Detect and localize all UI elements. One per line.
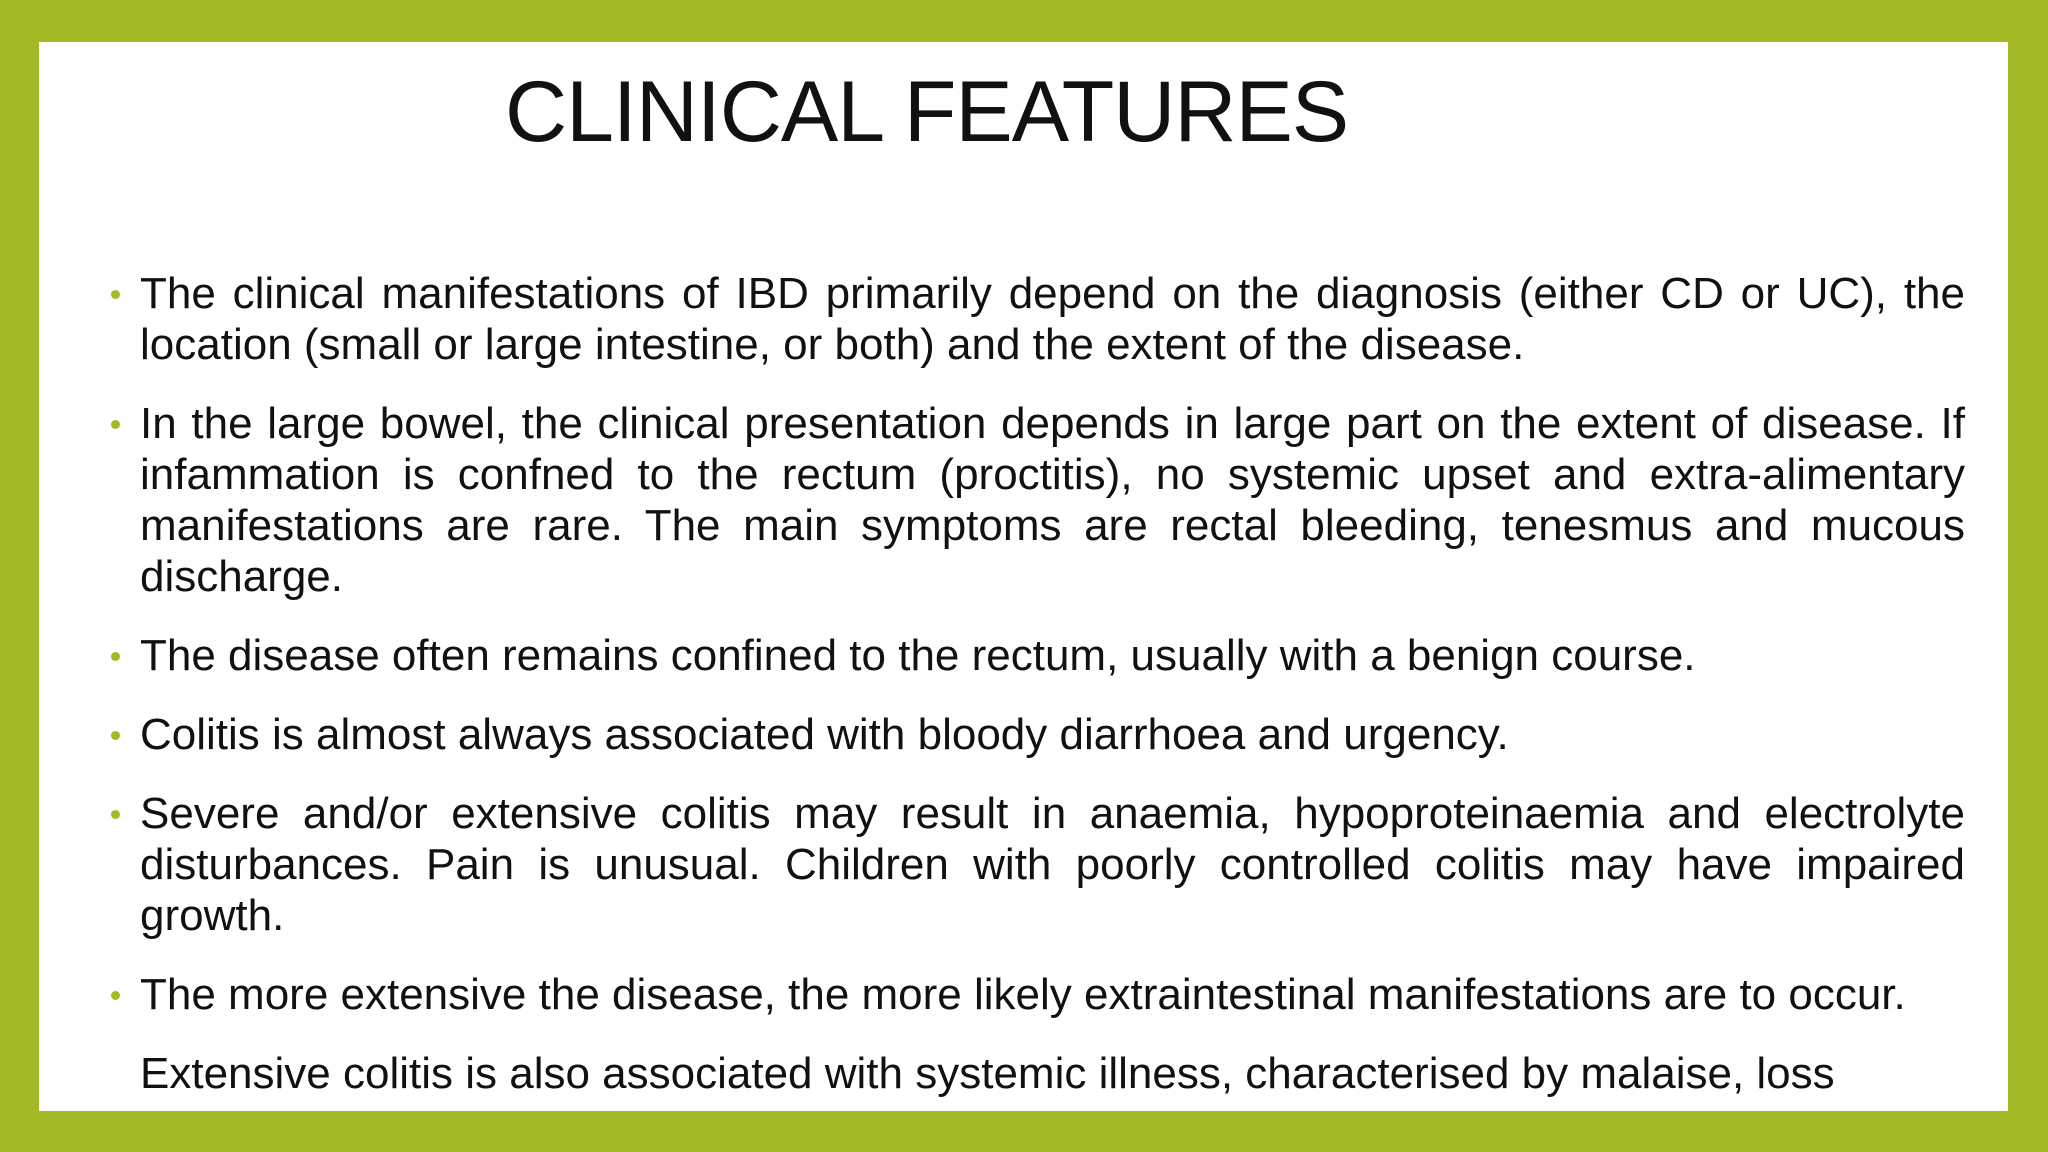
- bullet-text: Colitis is almost always associated with bloody diarrhoea and urgency.: [140, 710, 1509, 759]
- bullet-text: Severe and/or extensive colitis may result in anaemia, hypoproteinaemia and electrolyte disturbances. Pain is unusual. Children with poorly controlled colitis may have impaired growth.: [140, 789, 1965, 940]
- bullet-text: Extensive colitis is also associated with systemic illness, characterised by malaise, loss: [140, 1049, 1835, 1098]
- bullet-text: The more extensive the disease, the more likely extraintestinal manifestations are to occur.: [140, 970, 1906, 1019]
- bullet-text: The disease often remains confined to the rectum, usually with a benign course.: [140, 631, 1696, 680]
- bullet-text: In the large bowel, the clinical presentation depends in large part on the extent of disease. If infammation is confned to the rectum (proctitis), no systemic upset and extra-alimentary manifestations are rare. The main symptoms are rectal bleeding, tenesmus and mucous discharge.: [140, 399, 1965, 601]
- bullet-text: The clinical manifestations of IBD primarily depend on the diagnosis (either CD or UC), the location (small or large intestine, or both) and the extent of the disease.: [140, 269, 1965, 369]
- bullet-dot-icon: [111, 290, 120, 299]
- bullet-item: [108, 268, 1965, 370]
- bullet-item: [108, 969, 1965, 1020]
- bullet-item: [108, 630, 1965, 681]
- slide-title: CLINICAL FEATURES: [505, 64, 1349, 160]
- bullet-dot-icon: [111, 810, 120, 819]
- bullet-item: [108, 709, 1965, 760]
- bullet-item: [108, 1048, 1965, 1099]
- bullet-item: [108, 398, 1965, 602]
- bullet-dot-icon: [111, 652, 120, 661]
- bullet-item: [108, 788, 1965, 941]
- bullet-list: [108, 268, 1965, 1127]
- bullet-dot-icon: [111, 991, 120, 1000]
- bullet-dot-icon: [111, 731, 120, 740]
- bullet-dot-icon: [111, 420, 120, 429]
